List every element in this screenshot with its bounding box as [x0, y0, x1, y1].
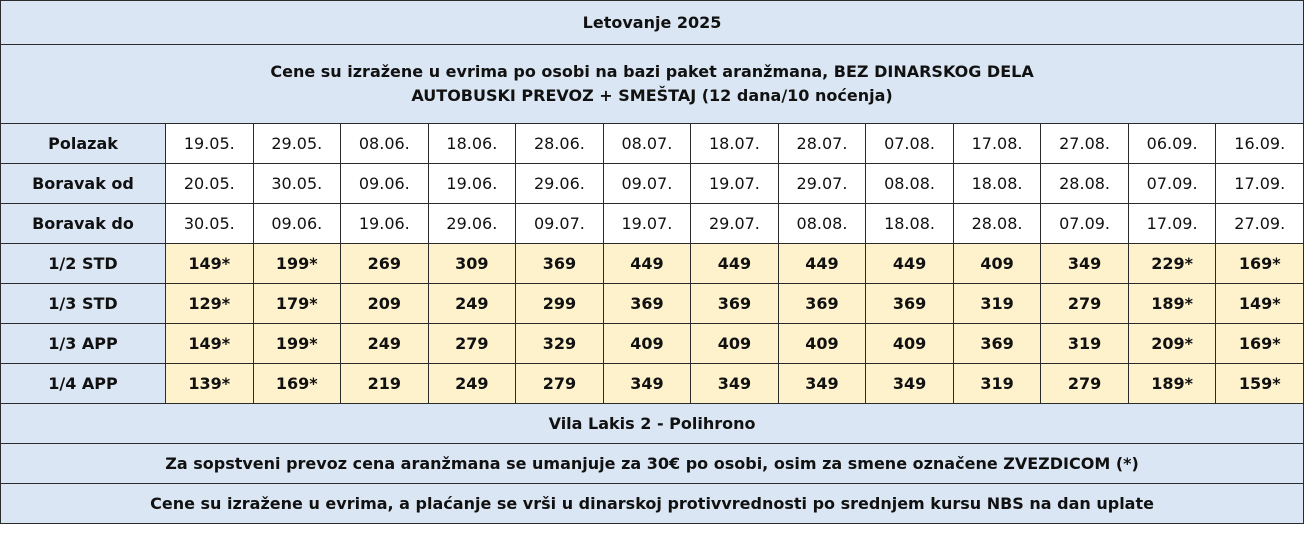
price-row: [1, 324, 1304, 364]
row-label: 1/4 APP: [1, 364, 166, 404]
date-cell: 07.08.: [866, 124, 954, 164]
row-label: 1/3 APP: [1, 324, 166, 364]
price-cell: 369: [953, 324, 1041, 364]
price-cell: 449: [866, 244, 954, 284]
date-cell: 29.07.: [691, 204, 779, 244]
date-cell: 17.09.: [1216, 164, 1304, 204]
price-cell: 349: [1041, 244, 1129, 284]
price-cell: 139*: [166, 364, 254, 404]
date-cell: 18.08.: [953, 164, 1041, 204]
date-cell: 18.07.: [691, 124, 779, 164]
price-cell: 409: [691, 324, 779, 364]
price-row: [1, 364, 1304, 404]
price-row: [1, 284, 1304, 324]
price-cell: 329: [516, 324, 604, 364]
date-cell: 30.05.: [253, 164, 341, 204]
price-cell: 279: [1041, 284, 1129, 324]
date-cell: 29.06.: [428, 204, 516, 244]
date-cell: 19.06.: [341, 204, 429, 244]
price-cell: 199*: [253, 244, 341, 284]
price-cell: 349: [778, 364, 866, 404]
date-row: [1, 164, 1304, 204]
price-row: [1, 244, 1304, 284]
date-cell: 19.07.: [691, 164, 779, 204]
date-cell: 19.07.: [603, 204, 691, 244]
price-cell: 249: [428, 284, 516, 324]
price-cell: 199*: [253, 324, 341, 364]
price-cell: 129*: [166, 284, 254, 324]
price-cell: 349: [691, 364, 779, 404]
price-cell: 229*: [1128, 244, 1216, 284]
transport-note-row: [1, 444, 1304, 484]
transport-note: Za sopstveni prevoz cena aranžmana se umanjuje za 30€ po osobi, osim za smene označene ZVEZDICOM (*): [1, 444, 1304, 484]
price-cell: 319: [953, 284, 1041, 324]
row-label: Boravak do: [1, 204, 166, 244]
price-cell: 409: [953, 244, 1041, 284]
date-cell: 17.08.: [953, 124, 1041, 164]
price-cell: 409: [778, 324, 866, 364]
date-cell: 08.06.: [341, 124, 429, 164]
date-row: [1, 124, 1304, 164]
price-cell: 279: [428, 324, 516, 364]
price-cell: 279: [516, 364, 604, 404]
date-cell: 09.07.: [516, 204, 604, 244]
date-cell: 08.07.: [603, 124, 691, 164]
price-cell: 369: [603, 284, 691, 324]
price-cell: 249: [428, 364, 516, 404]
price-cell: 149*: [166, 244, 254, 284]
date-cell: 09.07.: [603, 164, 691, 204]
price-cell: 369: [778, 284, 866, 324]
price-cell: 209*: [1128, 324, 1216, 364]
row-label: 1/3 STD: [1, 284, 166, 324]
date-cell: 20.05.: [166, 164, 254, 204]
price-cell: 369: [516, 244, 604, 284]
price-cell: 169*: [1216, 244, 1304, 284]
date-cell: 28.08.: [953, 204, 1041, 244]
price-cell: 369: [866, 284, 954, 324]
price-cell: 189*: [1128, 284, 1216, 324]
date-cell: 06.09.: [1128, 124, 1216, 164]
price-cell: 409: [866, 324, 954, 364]
date-cell: 08.08.: [778, 204, 866, 244]
date-cell: 28.06.: [516, 124, 604, 164]
payment-note-row: [1, 484, 1304, 524]
date-cell: 16.09.: [1216, 124, 1304, 164]
price-cell: 319: [1041, 324, 1129, 364]
date-cell: 18.06.: [428, 124, 516, 164]
date-cell: 09.06.: [253, 204, 341, 244]
date-cell: 27.09.: [1216, 204, 1304, 244]
price-cell: 179*: [253, 284, 341, 324]
row-label: Boravak od: [1, 164, 166, 204]
price-cell: 309: [428, 244, 516, 284]
price-cell: 369: [691, 284, 779, 324]
subtitle-line-1: Cene su izražene u evrima po osobi na bazi paket aranžmana, BEZ DINARSKOG DELA: [270, 62, 1034, 81]
date-cell: 29.05.: [253, 124, 341, 164]
date-cell: 07.09.: [1041, 204, 1129, 244]
date-cell: 18.08.: [866, 204, 954, 244]
date-cell: 30.05.: [166, 204, 254, 244]
payment-note: Cene su izražene u evrima, a plaćanje se vrši u dinarskoj protivvrednosti po srednjem kursu NBS na dan uplate: [1, 484, 1304, 524]
price-cell: 349: [603, 364, 691, 404]
date-cell: 19.05.: [166, 124, 254, 164]
price-cell: 269: [341, 244, 429, 284]
date-cell: 08.08.: [866, 164, 954, 204]
villa-name-row: [1, 404, 1304, 444]
date-cell: 17.09.: [1128, 204, 1216, 244]
date-cell: 29.06.: [516, 164, 604, 204]
price-cell: 349: [866, 364, 954, 404]
price-cell: 169*: [1216, 324, 1304, 364]
price-cell: 149*: [1216, 284, 1304, 324]
price-cell: 299: [516, 284, 604, 324]
price-cell: 409: [603, 324, 691, 364]
price-cell: 219: [341, 364, 429, 404]
date-cell: 28.08.: [1041, 164, 1129, 204]
price-cell: 209: [341, 284, 429, 324]
price-cell: 279: [1041, 364, 1129, 404]
price-cell: 449: [691, 244, 779, 284]
price-cell: 169*: [253, 364, 341, 404]
date-cell: 27.08.: [1041, 124, 1129, 164]
date-cell: 28.07.: [778, 124, 866, 164]
price-cell: 249: [341, 324, 429, 364]
date-cell: 09.06.: [341, 164, 429, 204]
villa-name: Vila Lakis 2 - Polihrono: [1, 404, 1304, 444]
price-cell: 449: [603, 244, 691, 284]
subtitle-line-2: AUTOBUSKI PREVOZ + SMEŠTAJ (12 dana/10 noćenja): [411, 86, 893, 105]
price-cell: 189*: [1128, 364, 1216, 404]
price-cell: 149*: [166, 324, 254, 364]
date-row: [1, 204, 1304, 244]
price-cell: 449: [778, 244, 866, 284]
row-label: Polazak: [1, 124, 166, 164]
date-cell: 29.07.: [778, 164, 866, 204]
price-cell: 159*: [1216, 364, 1304, 404]
row-label: 1/2 STD: [1, 244, 166, 284]
date-cell: 19.06.: [428, 164, 516, 204]
date-cell: 07.09.: [1128, 164, 1216, 204]
table-title: Letovanje 2025: [1, 1, 1304, 45]
table-subtitle: [1, 45, 1304, 124]
price-cell: 319: [953, 364, 1041, 404]
